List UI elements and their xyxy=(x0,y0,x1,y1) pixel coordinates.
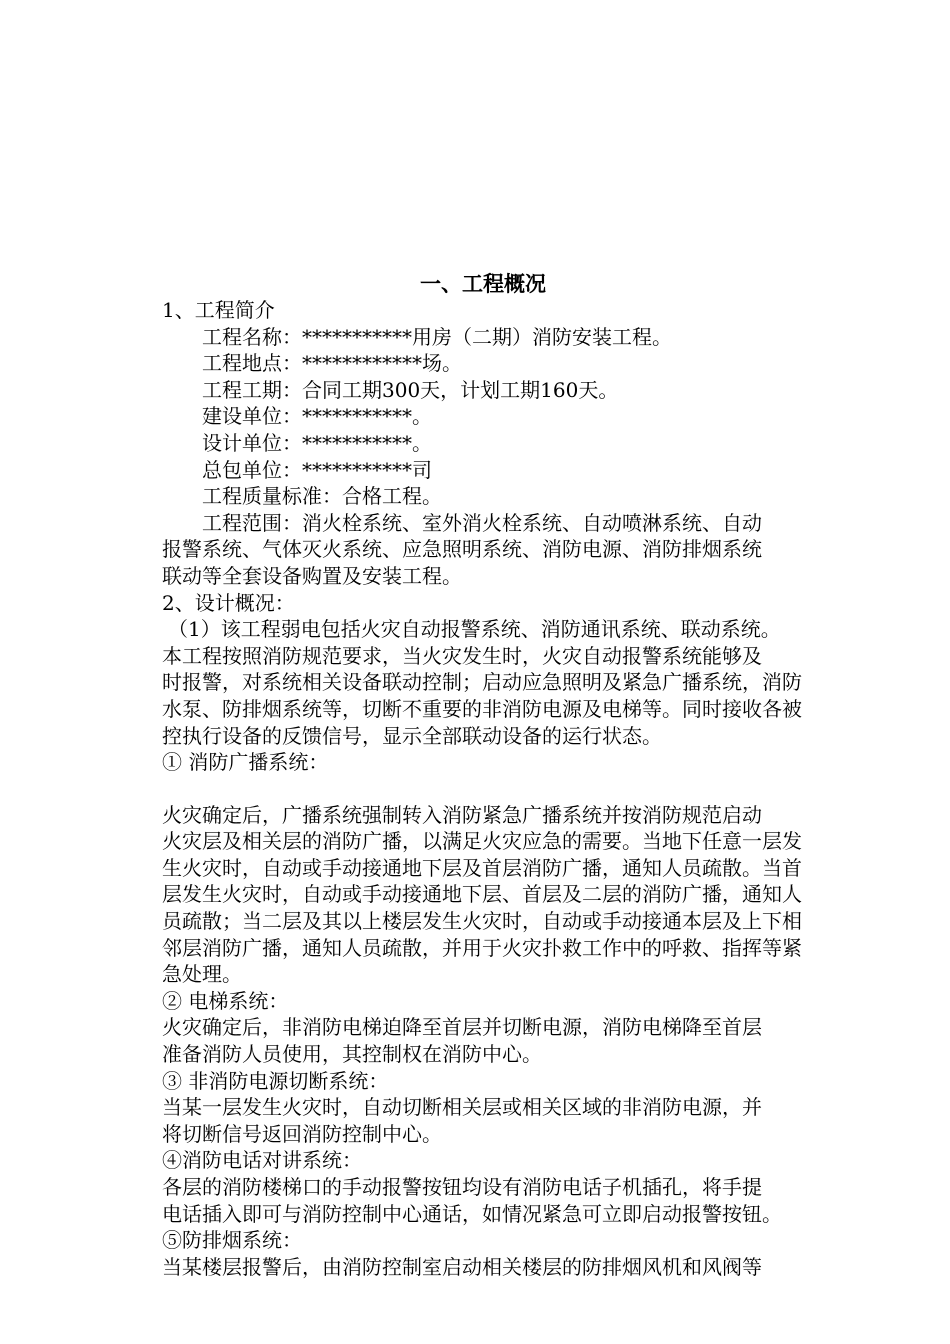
document-body xyxy=(162,297,850,1280)
scope-line: 联动等全套设备购置及安装工程。 xyxy=(162,563,462,588)
power-cutoff-heading: ③ 非消防电源切断系统： xyxy=(162,1068,389,1093)
owner-unit: 建设单位：***********。 xyxy=(202,404,432,429)
phone-heading: ④消防电话对讲系统： xyxy=(162,1148,362,1173)
phone-line: 各层的消防楼梯口的手动报警按钮均设有消防电话子机插孔，将手提 xyxy=(162,1175,762,1199)
broadcast-line: 邻层消防广播，通知人员疏散，并用于火灾扑救工作中的呼救、指挥等紧 xyxy=(162,935,802,960)
broadcast-line: 生火灾时，自动或手动接通地下层及首层消防广播，通知人员疏散。当首 xyxy=(162,855,802,880)
broadcast-line: 火灾确定后，广播系统强制转入消防紧急广播系统并按消防规范启动 xyxy=(162,802,762,827)
elevator-heading: ② 电梯系统： xyxy=(162,988,289,1013)
design-paragraph-line: 本工程按照消防规范要求，当火灾发生时，火灾自动报警系统能够及 xyxy=(162,643,762,668)
quality-standard: 工程质量标准：合格工程。 xyxy=(202,484,442,509)
smoke-control-line: 当某楼层报警后，由消防控制室启动相关楼层的防排烟风机和风阀等 xyxy=(162,1254,762,1279)
scope-line: 工程范围：消火栓系统、室外消火栓系统、自动喷淋系统、自动 xyxy=(202,510,762,535)
design-paragraph-line: 控执行设备的反馈信号，显示全部联动设备的运行状态。 xyxy=(162,723,662,748)
section-2-heading: 2、设计概况： xyxy=(162,590,295,615)
general-contractor: 总包单位：***********司 xyxy=(202,457,432,482)
power-cutoff-line: 将切断信号返回消防控制中心。 xyxy=(162,1121,442,1146)
broadcast-heading: ① 消防广播系统： xyxy=(162,750,329,775)
project-period: 工程工期：合同工期300天，计划工期160天。 xyxy=(202,377,619,402)
spacer xyxy=(162,776,850,802)
design-item-1: （1）该工程弱电包括火灾自动报警系统、消防通讯系统、联动系统。 xyxy=(168,617,781,642)
broadcast-line: 火灾层及相关层的消防广播，以满足火灾应急的需要。当地下任意一层发 xyxy=(162,829,802,854)
design-unit: 设计单位：***********。 xyxy=(202,430,432,455)
broadcast-line: 层发生火灾时，自动或手动接通地下层、首层及二层的消防广播，通知人 xyxy=(162,882,802,907)
phone-line: 电话插入即可与消防控制中心通话，如情况紧急可立即启动报警按钮。 xyxy=(162,1201,782,1226)
design-paragraph-line: 水泵、防排烟系统等，切断不重要的非消防电源及电梯等。同时接收各被 xyxy=(162,696,802,721)
broadcast-line: 急处理。 xyxy=(162,962,242,987)
power-cutoff-line: 当某一层发生火灾时，自动切断相关层或相关区域的非消防电源，并 xyxy=(162,1095,762,1120)
elevator-line: 火灾确定后，非消防电梯迫降至首层并切断电源，消防电梯降至首层 xyxy=(162,1015,762,1040)
design-paragraph-line: 时报警，对系统相关设备联动控制；启动应急照明及紧急广播系统，消防 xyxy=(162,670,802,695)
scope-line: 报警系统、气体灭火系统、应急照明系统、消防电源、消防排烟系统 xyxy=(162,537,762,562)
broadcast-line: 员疏散；当二层及其以上楼层发生火灾时，自动或手动接通本层及上下相 xyxy=(162,909,802,934)
project-name: 工程名称：***********用房（二期）消防安装工程。 xyxy=(202,324,672,349)
elevator-line: 准备消防人员使用，其控制权在消防中心。 xyxy=(162,1042,542,1067)
project-location: 工程地点：************场。 xyxy=(202,351,462,376)
page-title: 一、工程概况 xyxy=(420,271,546,296)
smoke-control-heading: ⑤防排烟系统： xyxy=(162,1228,302,1253)
section-1-heading: 1、工程简介 xyxy=(162,298,275,322)
